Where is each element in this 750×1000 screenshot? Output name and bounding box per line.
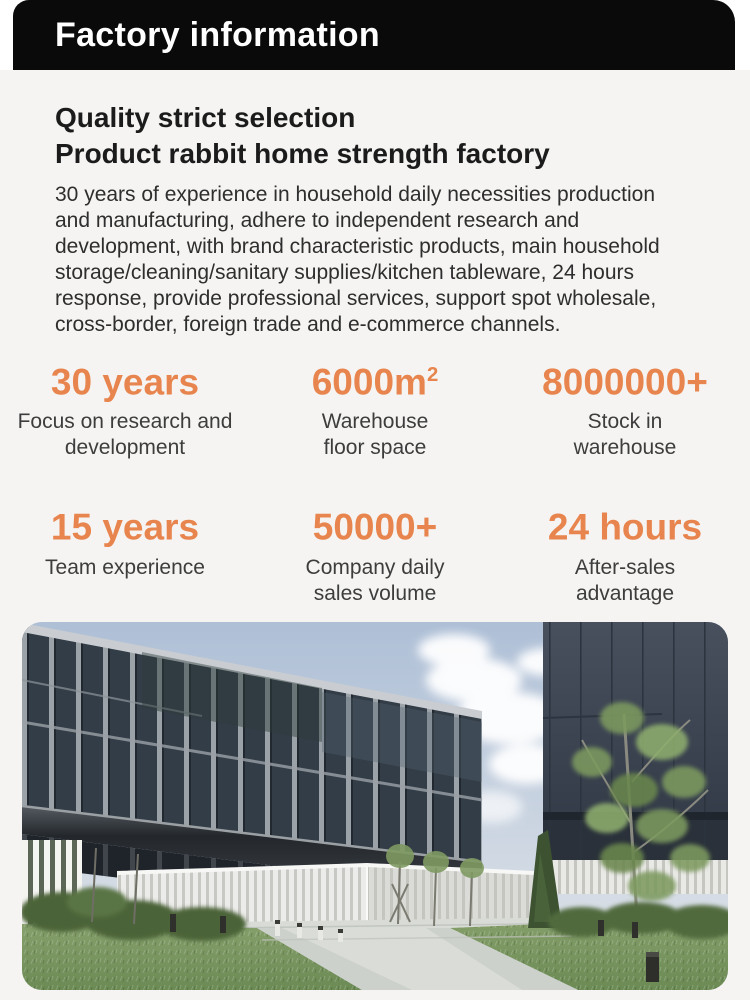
intro-paragraph: 30 years of experience in household daily necessities production and manufacturing, adhere to independent research and development, with brand characteristic products, main household storage/cleaning/sanitary supplies/kitchen tableware, 24 hours response, provide professional services, support spot wholesale, cross-border, foreign trade and e-commerce channels.	[55, 183, 660, 336]
stat-warehouse-area	[250, 352, 500, 461]
factory-building-photo	[22, 622, 728, 990]
stat-rd-years	[0, 352, 250, 461]
stat-value: 8000000+	[542, 361, 708, 403]
stat-value: 30 years	[50, 361, 200, 403]
section-header	[13, 0, 735, 70]
stat-value: 24 hours	[547, 506, 703, 548]
section-title: Factory information	[55, 15, 380, 54]
stat-daily-sales	[250, 497, 500, 606]
factory-photo-illustration	[22, 622, 728, 990]
stat-label: After-sales advantage	[574, 555, 676, 605]
heading-line-2: Product rabbit home strength factory	[55, 138, 550, 169]
stat-label: Stock in warehouse	[573, 410, 677, 460]
intro-block	[55, 100, 700, 338]
stat-label: Warehouse floor space	[321, 410, 429, 460]
stat-value: $6000m^2$	[311, 361, 439, 403]
stat-value: 50000+	[312, 506, 438, 548]
stat-value: 15 years	[50, 506, 200, 548]
stat-after-sales	[500, 497, 750, 606]
heading-line-1: Quality strict selection	[55, 102, 356, 133]
stat-label: Team experience	[45, 555, 205, 579]
stats-grid	[0, 352, 750, 607]
stat-label: Company daily sales volume	[305, 555, 445, 605]
stat-team-years	[0, 497, 250, 606]
stat-label: Focus on research and development	[17, 410, 233, 460]
stat-stock	[500, 352, 750, 461]
